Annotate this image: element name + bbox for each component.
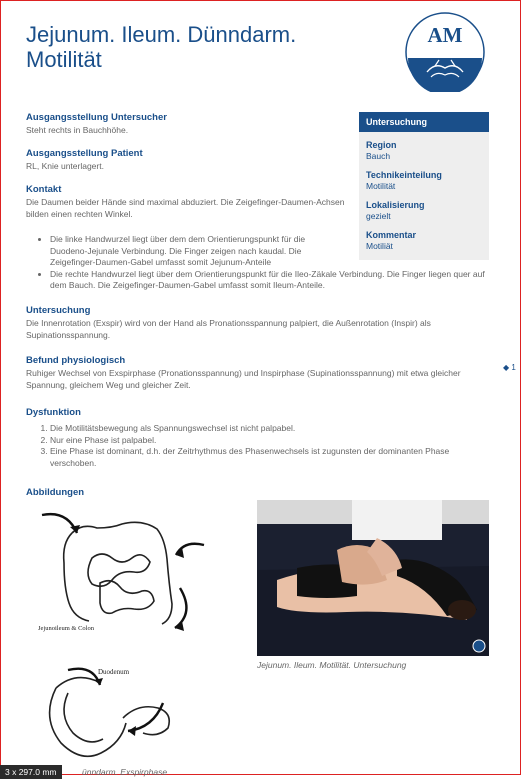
list-item: 2. Nur eine Phase ist palpabel.	[50, 435, 486, 447]
section-title: Kontakt	[26, 184, 62, 195]
sidebar-header: Untersuchung	[359, 112, 489, 132]
section-title: Abbildungen	[26, 487, 85, 498]
section-title: Untersuchung	[26, 305, 91, 316]
section-dysfunktion	[26, 407, 486, 469]
title-line-2: Motilität	[26, 47, 102, 72]
section-title: Befund physiologisch	[26, 355, 126, 366]
page-title	[26, 22, 356, 72]
list-item: • Die rechte Handwurzel liegt über dem Orientierungspunkt für die Ileo-Zäkale Verbindung. Die Finger liegen quer auf dem Bauch. Die Zeigefinger-Daumen-Gabel umfasst somit Ileum-Anteile.	[50, 269, 488, 292]
sidebar-item-value: Bauch	[366, 151, 391, 161]
size-tooltip: 3 x 297.0 mm	[0, 765, 62, 779]
section-text: Ruhiger Wechsel von Exspirphase (Pronationsspannung) und Inspirphase (Supinationsspannung) mit etwa gleicher Spannung, gleichem Weg und gleicher Zeit.	[26, 368, 461, 390]
sidebar-item-key: Technikeinteilung	[366, 170, 442, 180]
illustration-label: Duodenum	[98, 668, 130, 676]
section-text: Steht rechts in Bauchhöhe.	[26, 125, 129, 135]
section-befund	[26, 355, 486, 391]
page-number: 1	[511, 363, 516, 372]
section-untersuchung	[26, 305, 486, 341]
section-title: Dysfunktion	[26, 407, 81, 418]
sidebar-item-lokalisierung	[359, 200, 489, 222]
section-text: Die Innenrotation (Exspir) wird von der Hand als Pronationsspannung palpiert, die Außenrotation (Inspir) als Supinationsspannung.	[26, 318, 431, 340]
section-text: Die Daumen beider Hände sind maximal abduziert. Die Zeigefinger-Daumen-Achsen bilden einen rechten Winkel.	[26, 197, 345, 219]
duodenum-illustration	[38, 658, 188, 766]
photo-graphic	[257, 500, 489, 656]
intestine-illustration	[32, 503, 222, 653]
logo-text: AM	[427, 23, 463, 47]
sidebar-item-value: Motilität	[366, 181, 396, 191]
illustration-caption: ünndarm. Exspirphase	[82, 767, 168, 777]
title-line-1: Jejunum. Ileum. Dünndarm.	[26, 22, 297, 47]
list-item: 3. Eine Phase ist dominant, d.h. der Zeitrhythmus des Phasenwechsels ist zugunsten der dominanten Phase verschoben.	[50, 446, 486, 469]
info-sidebar	[359, 112, 489, 260]
sidebar-item-key: Region	[366, 140, 397, 150]
sidebar-item-value: Motiliät	[366, 241, 393, 251]
dysfunktion-list	[26, 423, 486, 469]
list-item: 1. Die Motilitätsbewegung als Spannungswechsel ist nicht palpabel.	[50, 423, 486, 435]
section-abbildungen	[26, 487, 486, 499]
am-logo	[405, 12, 485, 92]
page-marker[interactable]: ◆ 1	[503, 363, 516, 372]
sidebar-item-region	[359, 140, 489, 162]
list-item: • Die linke Handwurzel liegt über dem dem Orientierungspunkt für die Duodeno-Jejunale Verbindung. Die Finger zeigen nach kaudal. Die Zeigefinger-Daumen-Gabel umfasst somit Jejunum-Anteile	[50, 234, 340, 269]
photo-caption: Jejunum. Ileum. Motilität. Untersuchung	[257, 660, 407, 670]
section-title: Ausgangsstellung Untersucher	[26, 112, 167, 123]
sidebar-item-key: Lokalisierung	[366, 200, 425, 210]
section-title: Ausgangsstellung Patient	[26, 148, 143, 159]
sidebar-item-technik	[359, 170, 489, 192]
section-text: RL, Knie unterlagert.	[26, 161, 104, 171]
section-kontakt	[26, 184, 346, 220]
examination-photo	[257, 500, 489, 656]
sidebar-item-key: Kommentar	[366, 230, 417, 240]
illustration-label: Jejunoileum & Colon	[38, 625, 94, 632]
sidebar-item-kommentar	[359, 230, 489, 252]
sidebar-item-value: gezielt	[366, 211, 391, 221]
